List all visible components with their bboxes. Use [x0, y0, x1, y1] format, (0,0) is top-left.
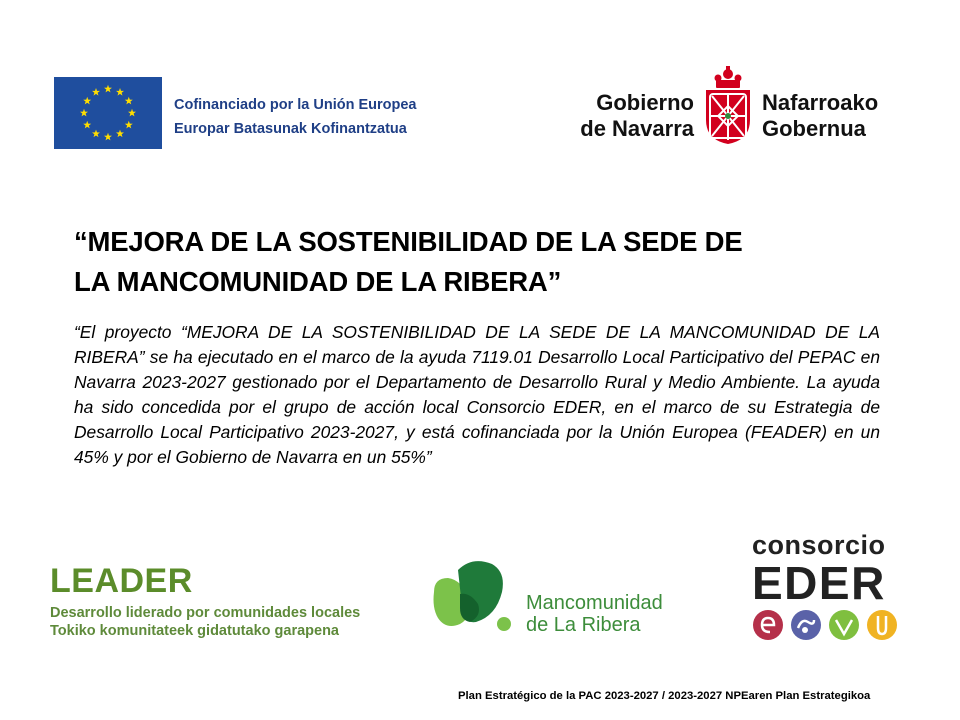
eder-name-text: EDER — [752, 557, 886, 609]
navarra-shield-icon — [702, 66, 754, 146]
eu-cofinancing-text — [174, 93, 417, 141]
eu-line-eu: Europar Batasunak Kofinantzatua — [174, 121, 407, 137]
project-description: “El proyecto “MEJORA DE LA SOSTENIBILIDAD DE LA SEDE DE LA MANCOMUNIDAD DE LA RIBERA” se ha ejecutado en el marco de la ayuda 7119.01 Desarrollo Local Participativo del PEPAC en Navarra 2023-2027 gestionado por el Departamento de Desarrollo Rural y Medio Ambiente. La ayuda ha sido concedida por el grupo de acción local Consorcio EDER, en el marco de su Estrategia de Desarrollo Local Participativo 2023-2027, y está cofinanciada por la Unión Europea (FEADER) en un 45% y por el Gobierno de Navarra en un 55%” — [74, 322, 880, 467]
navarra-left-line1: Gobierno — [596, 90, 694, 115]
eder-yellow-icon — [867, 610, 897, 640]
navarra-name-eu — [762, 90, 878, 142]
eu-line-es: Cofinanciado por la Unión Europea — [174, 97, 417, 113]
mancomunidad-name — [526, 592, 663, 636]
leader-sub-es: Desarrollo liderado por comunidades locales — [50, 605, 361, 621]
eder-green-icon — [829, 610, 859, 640]
eder-consorcio-text: consorcio — [752, 530, 886, 560]
footer-plan-text: Plan Estratégico de la PAC 2023-2027 / 2023-2027 NPEaren Plan Estrategikoa — [458, 690, 871, 702]
leader-sub-eu: Tokiko komunitateek gidatutako garapena — [50, 623, 339, 639]
mancomunidad-line2: de La Ribera — [526, 614, 641, 636]
project-title — [74, 222, 894, 302]
eder-icon-row — [752, 608, 898, 642]
navarra-right-line2: Gobernua — [762, 116, 866, 141]
project-title-line2: LA MANCOMUNIDAD DE LA RIBERA” — [74, 266, 562, 297]
mancomunidad-line1: Mancomunidad — [526, 592, 663, 614]
eu-stars-graphic — [54, 77, 162, 149]
navarra-right-line1: Nafarroako — [762, 90, 879, 115]
mancomunidad-leaf-icon — [430, 558, 516, 634]
navarra-name-es — [560, 90, 694, 142]
project-title-line1: “MEJORA DE LA SOSTENIBILIDAD DE LA SEDE DE — [74, 226, 743, 257]
eder-blue-icon — [791, 610, 821, 640]
leader-logo-text: LEADER — [50, 562, 193, 600]
navarra-left-line2: de Navarra — [580, 116, 694, 141]
eder-red-icon — [753, 610, 783, 640]
leader-subtitle — [50, 604, 360, 640]
eu-flag-icon — [54, 77, 162, 149]
